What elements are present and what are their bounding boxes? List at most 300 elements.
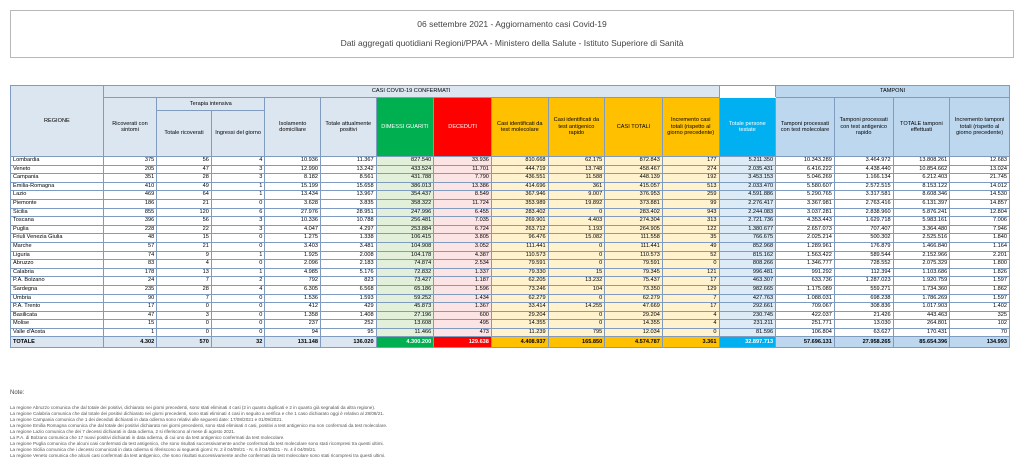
data-cell: 237 <box>265 320 321 329</box>
data-cell: 102 <box>950 320 1010 329</box>
data-cell: 49 <box>662 242 719 251</box>
data-cell: 111.441 <box>491 242 548 251</box>
data-cell: 469 <box>103 191 157 200</box>
data-cell: 274.304 <box>605 217 663 226</box>
data-cell: 27.976 <box>265 208 321 217</box>
data-cell: 2.152.966 <box>893 251 950 260</box>
data-cell: 4.353.443 <box>776 217 835 226</box>
data-cell: 2.025.214 <box>776 234 835 243</box>
data-cell: 63.627 <box>834 328 893 337</box>
data-cell: 1.597 <box>950 277 1010 286</box>
data-cell: 99 <box>662 199 719 208</box>
data-cell: 47 <box>103 311 157 320</box>
data-cell: 3 <box>211 225 265 234</box>
data-cell: 283.402 <box>491 208 548 217</box>
data-cell: 11.239 <box>491 328 548 337</box>
col-header: Tamponi processati con test molecolare <box>776 98 835 157</box>
data-cell: 1.088.031 <box>776 294 835 303</box>
note-line: La regione Lazio comunica che dei 7 decessi dichiarati in data odierna, 2 si riferiscono al mese di agosto 2021. <box>10 428 236 434</box>
report-header <box>10 10 1014 58</box>
region-name-cell: Abruzzo <box>11 260 104 269</box>
data-cell: 3.367.981 <box>776 199 835 208</box>
data-cell: 4.591.886 <box>719 191 776 200</box>
table-row <box>11 303 1010 312</box>
data-cell: 48 <box>103 234 157 243</box>
data-cell: 2.008 <box>320 251 376 260</box>
table-row <box>11 165 1010 174</box>
data-cell: 633.736 <box>776 277 835 286</box>
data-cell: 65.186 <box>376 285 434 294</box>
col-header: Totale attualmente positivi <box>320 98 376 157</box>
data-cell: 0 <box>548 320 605 329</box>
data-cell: 600 <box>434 311 492 320</box>
table-row <box>11 242 1010 251</box>
data-cell: 0 <box>211 199 265 208</box>
data-cell: 96.476 <box>491 234 548 243</box>
covid-data-table <box>10 85 1010 348</box>
data-cell: 33.414 <box>491 303 548 312</box>
data-cell: 256.481 <box>376 217 434 226</box>
data-cell: 795 <box>548 328 605 337</box>
data-cell: 14.255 <box>548 303 605 312</box>
data-cell: 396 <box>103 217 157 226</box>
data-cell: 495 <box>434 320 492 329</box>
data-cell: 1.337 <box>434 268 492 277</box>
total-cell: 32.897.713 <box>719 337 776 348</box>
data-cell: 73.427 <box>376 277 434 286</box>
data-cell: 112.394 <box>834 268 893 277</box>
data-cell: 1.596 <box>434 285 492 294</box>
data-cell: 1.840 <box>950 234 1010 243</box>
note-line: La regione Puglia comunica che alcuni casi confermati da test antigenico, che sono risultati successivamente anche confermati da test molecolare sono stati ricompresi tra questi ultimi. <box>10 440 384 446</box>
data-cell: 178 <box>103 268 157 277</box>
data-cell: 3 <box>157 311 212 320</box>
data-cell: 9.007 <box>548 191 605 200</box>
data-cell: 6.131.397 <box>893 199 950 208</box>
data-cell: 1.862 <box>950 285 1010 294</box>
data-cell: 104.178 <box>376 251 434 260</box>
data-cell: 4.297 <box>320 225 376 234</box>
data-cell: 1.017.903 <box>893 303 950 312</box>
data-cell: 1.786.269 <box>893 294 950 303</box>
data-cell: 9 <box>157 251 212 260</box>
data-cell: 0 <box>548 311 605 320</box>
data-cell: 13.232 <box>548 277 605 286</box>
data-cell: 252 <box>320 320 376 329</box>
data-cell: 11.724 <box>434 199 492 208</box>
data-cell: 0 <box>548 251 605 260</box>
col-header: Casi identificati da test molecolare <box>491 98 548 157</box>
col-header: Tamponi processati con test antigenico rapido <box>834 98 893 157</box>
data-cell: 2.183 <box>320 260 376 269</box>
region-name-cell: Calabria <box>11 268 104 277</box>
data-cell: 4 <box>211 157 265 166</box>
region-name-cell: Valle d'Aosta <box>11 328 104 337</box>
table-row <box>11 208 1010 217</box>
total-cell: 27.958.265 <box>834 337 893 348</box>
data-cell: 4.047 <box>265 225 321 234</box>
data-cell: 5.290.765 <box>776 191 835 200</box>
col-header: Totale ricoverati <box>157 111 212 157</box>
data-cell: 3.453.153 <box>719 174 776 183</box>
data-cell: 62.279 <box>491 294 548 303</box>
data-cell: 62.175 <box>548 157 605 166</box>
data-cell: 0 <box>662 328 719 337</box>
data-cell: 1.346.777 <box>776 260 835 269</box>
data-cell: 1.338 <box>320 234 376 243</box>
data-cell: 110.573 <box>491 251 548 260</box>
data-cell: 7.035 <box>434 217 492 226</box>
region-name-cell: Lazio <box>11 191 104 200</box>
data-cell: 2.096 <box>265 260 321 269</box>
total-cell: 4.300.200 <box>376 337 434 348</box>
data-cell: 1.275 <box>265 234 321 243</box>
data-cell: 49 <box>157 182 212 191</box>
data-cell: 122 <box>662 225 719 234</box>
data-cell: 27.196 <box>376 311 434 320</box>
data-cell: 444.719 <box>491 165 548 174</box>
total-cell: 570 <box>157 337 212 348</box>
table-row <box>11 320 1010 329</box>
data-cell: 1.367 <box>434 303 492 312</box>
data-cell: 13.434 <box>265 191 321 200</box>
data-cell: 2.276.417 <box>719 199 776 208</box>
total-cell: 4.408.937 <box>491 337 548 348</box>
data-cell: 354.437 <box>376 191 434 200</box>
data-cell: 74 <box>103 251 157 260</box>
data-cell: 13.386 <box>434 182 492 191</box>
data-cell: 422.037 <box>776 311 835 320</box>
data-cell: 11.701 <box>434 165 492 174</box>
data-cell: 15 <box>157 234 212 243</box>
data-cell: 5.876.241 <box>893 208 950 217</box>
data-cell: 0 <box>548 208 605 217</box>
data-cell: 4 <box>662 320 719 329</box>
notes-title: Note: <box>10 390 25 396</box>
data-cell: 8.153.122 <box>893 182 950 191</box>
data-cell: 1.629.718 <box>834 217 893 226</box>
data-cell: 17 <box>662 277 719 286</box>
data-cell: 8.182 <box>265 174 321 183</box>
total-label-cell: TOTALE <box>11 337 104 348</box>
col-header: Isolamento domiciliare <box>265 98 321 157</box>
data-cell: 2.763.416 <box>834 199 893 208</box>
data-cell: 15.082 <box>548 234 605 243</box>
data-cell: 728.552 <box>834 260 893 269</box>
data-cell: 12.034 <box>605 328 663 337</box>
data-cell: 47.669 <box>605 303 663 312</box>
data-cell: 263.712 <box>491 225 548 234</box>
total-cell: 4.574.787 <box>605 337 663 348</box>
data-cell: 3.805 <box>434 234 492 243</box>
data-cell: 106.415 <box>376 234 434 243</box>
data-cell: 2.075.329 <box>893 260 950 269</box>
data-cell: 57 <box>103 242 157 251</box>
data-cell: 4.438.440 <box>834 165 893 174</box>
data-cell: 13.967 <box>320 191 376 200</box>
region-name-cell: Molise <box>11 320 104 329</box>
table-row <box>11 285 1010 294</box>
data-cell: 192 <box>662 174 719 183</box>
table-row <box>11 217 1010 226</box>
data-cell: 269.901 <box>491 217 548 226</box>
region-name-cell: Sardegna <box>11 285 104 294</box>
data-cell: 56 <box>157 157 212 166</box>
total-cell: 4.302 <box>103 337 157 348</box>
data-cell: 13 <box>157 268 212 277</box>
data-cell: 21 <box>157 242 212 251</box>
data-cell: 2 <box>211 277 265 286</box>
data-cell: 1 <box>211 191 265 200</box>
data-cell: 264.801 <box>893 320 950 329</box>
data-cell: 3 <box>211 217 265 226</box>
data-cell: 120 <box>157 208 212 217</box>
data-cell: 7 <box>662 294 719 303</box>
data-cell: 106.804 <box>776 328 835 337</box>
data-cell: 73.350 <box>605 285 663 294</box>
data-cell: 15 <box>548 268 605 277</box>
data-cell: 1.103.686 <box>893 268 950 277</box>
data-cell: 3 <box>211 165 265 174</box>
data-cell: 28.951 <box>320 208 376 217</box>
data-cell: 14.012 <box>950 182 1010 191</box>
table-row <box>11 174 1010 183</box>
data-cell: 589.544 <box>834 251 893 260</box>
total-cell: 131.148 <box>265 337 321 348</box>
data-cell: 0 <box>211 242 265 251</box>
data-cell: 79.591 <box>491 260 548 269</box>
data-cell: 2.244.083 <box>719 208 776 217</box>
data-cell: 6 <box>211 208 265 217</box>
data-cell: 35 <box>662 234 719 243</box>
data-cell: 73.246 <box>491 285 548 294</box>
table-row <box>11 294 1010 303</box>
data-cell: 29.204 <box>491 311 548 320</box>
data-cell: 996.481 <box>719 268 776 277</box>
data-cell: 6.416.222 <box>776 165 835 174</box>
data-cell: 74.874 <box>376 260 434 269</box>
table-row <box>11 191 1010 200</box>
data-cell: 4.403 <box>548 217 605 226</box>
data-cell: 6.724 <box>434 225 492 234</box>
data-cell: 79.330 <box>491 268 548 277</box>
data-cell: 4 <box>211 285 265 294</box>
data-cell: 15.199 <box>265 182 321 191</box>
data-cell: 2.572.515 <box>834 182 893 191</box>
col-header: Casi identificati da test antigenico rapido <box>548 98 605 157</box>
table-body <box>11 157 1010 348</box>
data-cell: 1.597 <box>950 294 1010 303</box>
data-cell: 251.771 <box>776 320 835 329</box>
data-cell: 1.466.840 <box>893 242 950 251</box>
data-cell: 247.996 <box>376 208 434 217</box>
data-cell: 1.402 <box>950 303 1010 312</box>
data-cell: 13.024 <box>950 165 1010 174</box>
data-cell: 415.057 <box>605 182 663 191</box>
data-cell: 792 <box>265 277 321 286</box>
data-cell: 410 <box>103 182 157 191</box>
data-cell: 3.037.281 <box>776 208 835 217</box>
table-row <box>11 277 1010 286</box>
data-cell: 0 <box>157 303 212 312</box>
data-cell: 52 <box>662 251 719 260</box>
table-row <box>11 199 1010 208</box>
data-cell: 79.345 <box>605 268 663 277</box>
data-cell: 2.721.736 <box>719 217 776 226</box>
region-name-cell: Veneto <box>11 165 104 174</box>
data-cell: 1.164 <box>950 242 1010 251</box>
data-cell: 473 <box>434 328 492 337</box>
data-cell: 1.734.360 <box>893 285 950 294</box>
data-cell: 7.790 <box>434 174 492 183</box>
data-cell: 111.558 <box>605 234 663 243</box>
data-cell: 5.211.350 <box>719 157 776 166</box>
data-cell: 375 <box>103 157 157 166</box>
data-cell: 3.628 <box>265 199 321 208</box>
data-cell: 15 <box>103 320 157 329</box>
data-cell: 47 <box>157 165 212 174</box>
data-cell: 3.364.480 <box>893 225 950 234</box>
data-cell: 13.030 <box>834 320 893 329</box>
data-cell: 13.608 <box>376 320 434 329</box>
total-cell: 3.361 <box>662 337 719 348</box>
notes-list <box>10 405 1010 459</box>
data-cell: 1 <box>211 182 265 191</box>
data-cell: 6.455 <box>434 208 492 217</box>
data-cell: 0 <box>157 328 212 337</box>
data-cell: 351 <box>103 174 157 183</box>
data-cell: 1 <box>103 328 157 337</box>
data-cell: 2.035.431 <box>719 165 776 174</box>
data-cell: 5.580.607 <box>776 182 835 191</box>
data-cell: 1.287.023 <box>834 277 893 286</box>
data-cell: 358.322 <box>376 199 434 208</box>
data-cell: 698.238 <box>834 294 893 303</box>
data-cell: 2.838.960 <box>834 208 893 217</box>
data-cell: 3.464.972 <box>834 157 893 166</box>
data-cell: 177 <box>662 157 719 166</box>
data-cell: 10.336 <box>265 217 321 226</box>
note-line: La regione Abruzzo comunica che dal totale dei positivi, dichiarato nei giorni precedenti, sono stati eliminati 4 casi (2 in quanto duplicati e 2 in quanto già segnalati da altra regione). <box>10 404 376 410</box>
data-cell: 283.402 <box>605 208 663 217</box>
data-cell: 982.665 <box>719 285 776 294</box>
data-cell: 463.307 <box>719 277 776 286</box>
data-cell: 170.431 <box>893 328 950 337</box>
data-cell: 94 <box>265 328 321 337</box>
data-cell: 8.549 <box>434 191 492 200</box>
data-cell: 14.530 <box>950 191 1010 200</box>
data-cell: 325 <box>950 311 1010 320</box>
table-row <box>11 234 1010 243</box>
data-cell: 17 <box>103 303 157 312</box>
data-cell: 228 <box>103 225 157 234</box>
total-cell: 57.696.131 <box>776 337 835 348</box>
data-cell: 0 <box>211 328 265 337</box>
col-header: Incremento tamponi totali (rispetto al giorno precedente) <box>950 98 1010 157</box>
region-name-cell: Emilia-Romagna <box>11 182 104 191</box>
data-cell: 429 <box>320 303 376 312</box>
data-cell: 2.525.516 <box>893 234 950 243</box>
report-title: 06 settembre 2021 - Aggiornamento casi Covid-19 <box>417 19 607 29</box>
col-header: Incremento casi totali (rispetto al giorno precedente) <box>662 98 719 157</box>
data-cell: 1 <box>211 268 265 277</box>
region-name-cell: Basilicata <box>11 311 104 320</box>
data-cell: 1.925 <box>265 251 321 260</box>
data-cell: 1.358 <box>265 311 321 320</box>
col-header: DIMESSI GUARITI <box>376 98 434 157</box>
data-cell: 815.162 <box>719 251 776 260</box>
data-cell: 4.985 <box>265 268 321 277</box>
data-cell: 17 <box>662 303 719 312</box>
data-cell: 81.596 <box>719 328 776 337</box>
data-cell: 33.936 <box>434 157 492 166</box>
data-cell: 7.946 <box>950 225 1010 234</box>
data-cell: 6.568 <box>320 285 376 294</box>
data-cell: 386.013 <box>376 182 434 191</box>
data-cell: 3.317.581 <box>834 191 893 200</box>
swabs-band-header: TAMPONI <box>776 86 1010 98</box>
data-cell: 29.204 <box>605 311 663 320</box>
data-cell: 95 <box>320 328 376 337</box>
data-cell: 376.953 <box>605 191 663 200</box>
data-cell: 21 <box>157 199 212 208</box>
data-cell: 0 <box>548 260 605 269</box>
table-row <box>11 225 1010 234</box>
col-header: Totale persone testate <box>719 98 776 157</box>
data-cell: 235 <box>103 285 157 294</box>
data-cell: 1.193 <box>548 225 605 234</box>
data-cell: 3.835 <box>320 199 376 208</box>
data-cell: 0 <box>211 311 265 320</box>
data-cell: 367.946 <box>491 191 548 200</box>
data-cell: 433.524 <box>376 165 434 174</box>
data-cell: 7 <box>157 294 212 303</box>
data-cell: 8.608.346 <box>893 191 950 200</box>
data-cell: 70 <box>950 328 1010 337</box>
col-header: Ricoverati con sintomi <box>103 98 157 157</box>
col-header: TOTALE tamponi effettuati <box>893 98 950 157</box>
data-cell: 313 <box>662 217 719 226</box>
region-header: REGIONE <box>11 86 104 157</box>
data-cell: 8.561 <box>320 174 376 183</box>
data-cell: 0 <box>211 303 265 312</box>
region-name-cell: Sicilia <box>11 208 104 217</box>
data-cell: 500.302 <box>834 234 893 243</box>
data-cell: 24 <box>103 277 157 286</box>
data-cell: 10.936 <box>265 157 321 166</box>
data-cell: 3 <box>211 174 265 183</box>
data-cell: 436.551 <box>491 174 548 183</box>
table-row <box>11 328 1010 337</box>
data-cell: 104.908 <box>376 242 434 251</box>
table-row <box>11 260 1010 269</box>
data-cell: 308.836 <box>834 303 893 312</box>
data-cell: 4.387 <box>434 251 492 260</box>
data-cell: 13.808.261 <box>893 157 950 166</box>
data-cell: 13.748 <box>548 165 605 174</box>
note-line: La regione Veneto comunica che alcuni casi confermati da test antigenico, che sono risultati successivamente anche confermati da test molecolare sono stati ricompresi tra questi ultimi. <box>10 452 386 458</box>
data-cell: 1.289.961 <box>776 242 835 251</box>
data-cell: 5.176 <box>320 268 376 277</box>
data-cell: 3.481 <box>320 242 376 251</box>
data-cell: 72.832 <box>376 268 434 277</box>
data-cell: 0 <box>211 294 265 303</box>
data-cell: 28 <box>157 285 212 294</box>
table-row <box>11 157 1010 166</box>
data-cell: 21.745 <box>950 174 1010 183</box>
total-cell: 134.993 <box>950 337 1010 348</box>
data-cell: 0 <box>662 260 719 269</box>
